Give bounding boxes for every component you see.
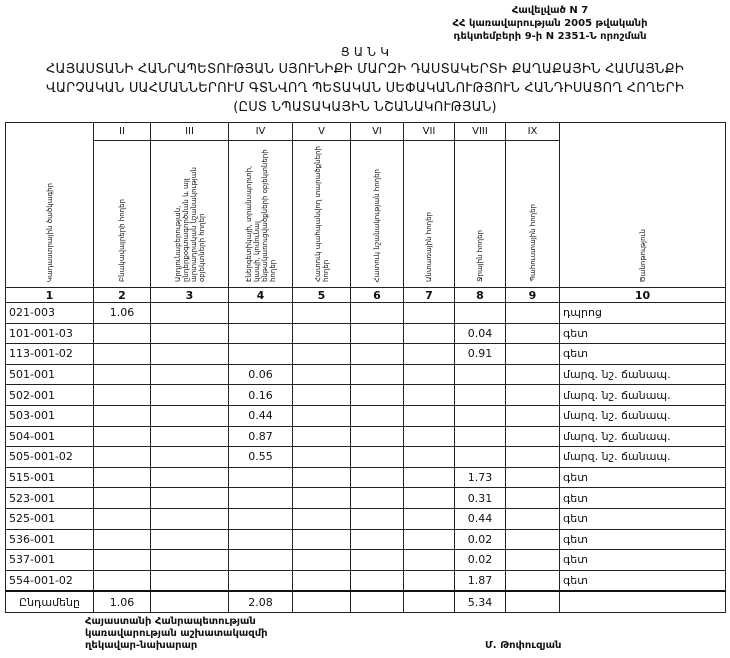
- roman-numeral: IX: [506, 123, 560, 141]
- column-index: 6: [351, 288, 404, 303]
- column-header: [293, 141, 351, 288]
- area-cell: [293, 344, 351, 365]
- area-cell: [506, 550, 560, 571]
- roman-numeral: VII: [404, 123, 455, 141]
- note-cell: գետ: [560, 508, 726, 529]
- area-cell: [293, 405, 351, 426]
- document-title-line: ՎԱՐՉԱԿԱՆ ՍԱՀՄԱՆՆԵՐՈՒՄ ԳՏՆՎՈՂ ՊԵՏԱԿԱՆ ՍԵՓԱԿԱՆՈՒԹՅՈՒՆ ՀԱՆԴԻՍԱՑՈՂ ՀՈՂԵՐԻ: [45, 81, 685, 96]
- signatory-name: Մ. Թոփուզյան: [485, 640, 562, 651]
- column-header-text: Պահուստային հողեր: [528, 204, 537, 282]
- area-cell: [151, 385, 229, 406]
- note-cell: մարզ. նշ. ճանապ.: [560, 385, 726, 406]
- area-cell: [351, 529, 404, 550]
- table-row: [6, 323, 726, 344]
- note-cell: մարզ. նշ. ճանապ.: [560, 426, 726, 447]
- area-cell: 0.04: [455, 323, 506, 344]
- area-cell: [293, 364, 351, 385]
- area-cell: [293, 570, 351, 591]
- area-cell: [229, 550, 293, 571]
- area-cell: 0.06: [229, 364, 293, 385]
- total-cell: 5.34: [455, 591, 506, 612]
- area-cell: [506, 303, 560, 324]
- column-header-text: Կադաստրային ծածկագիր: [45, 182, 54, 282]
- area-cell: [151, 467, 229, 488]
- area-cell: [94, 364, 151, 385]
- area-cell: [506, 529, 560, 550]
- roman-numeral: V: [293, 123, 351, 141]
- area-cell: [293, 303, 351, 324]
- column-index: 2: [94, 288, 151, 303]
- area-cell: [229, 508, 293, 529]
- area-cell: [229, 323, 293, 344]
- area-cell: 0.44: [455, 508, 506, 529]
- area-cell: [404, 508, 455, 529]
- area-cell: [404, 570, 455, 591]
- area-cell: [94, 529, 151, 550]
- column-header-text: Անտառային հողեր: [425, 212, 433, 282]
- area-cell: 0.55: [229, 447, 293, 468]
- area-cell: [455, 405, 506, 426]
- column-header-text: Ծանոթություն: [638, 228, 647, 282]
- note-cell: դպրոց: [560, 303, 726, 324]
- column-header: [229, 141, 293, 288]
- area-cell: [455, 303, 506, 324]
- area-cell: 0.02: [455, 529, 506, 550]
- area-cell: [351, 385, 404, 406]
- cadastral-code-cell: 504-001: [6, 426, 94, 447]
- column-header-text: Հատուկ պահպանվող տարածքների հողեր: [313, 146, 330, 282]
- area-cell: [229, 344, 293, 365]
- column-header-text: Բնակավայրերի հողեր: [118, 199, 126, 282]
- table-row: [6, 488, 726, 509]
- total-cell: [293, 591, 351, 612]
- area-cell: [229, 467, 293, 488]
- column-index-row: [6, 288, 726, 303]
- note-cell: մարզ. նշ. ճանապ.: [560, 364, 726, 385]
- roman-numeral: IV: [229, 123, 293, 141]
- roman-numeral: VIII: [455, 123, 506, 141]
- area-cell: [293, 488, 351, 509]
- annex-line: ՀՀ կառավարության 2005 թվականի: [452, 18, 648, 29]
- note-cell: գետ: [560, 488, 726, 509]
- table-row: [6, 364, 726, 385]
- note-cell: գետ: [560, 570, 726, 591]
- area-cell: [404, 550, 455, 571]
- document-title-line: (ԸՍՏ ՆՊԱՏԱԿԱՅԻՆ ՆՇԱՆԱԿՈՒԹՅԱՆ): [233, 100, 497, 115]
- area-cell: [151, 529, 229, 550]
- signature-title: ղեկավար-նախարար: [85, 640, 198, 651]
- area-cell: [506, 385, 560, 406]
- total-cell: [404, 591, 455, 612]
- column-index: 4: [229, 288, 293, 303]
- column-header: [6, 123, 94, 288]
- area-cell: 0.44: [229, 405, 293, 426]
- area-cell: 0.91: [455, 344, 506, 365]
- area-cell: [351, 447, 404, 468]
- area-cell: [506, 467, 560, 488]
- area-cell: [506, 570, 560, 591]
- table-row: [6, 426, 726, 447]
- area-cell: [94, 344, 151, 365]
- cadastral-code-cell: 501-001: [6, 364, 94, 385]
- area-cell: [94, 467, 151, 488]
- cadastral-code-cell: 537-001: [6, 550, 94, 571]
- area-cell: [506, 508, 560, 529]
- area-cell: [151, 550, 229, 571]
- area-cell: [94, 488, 151, 509]
- area-cell: [229, 303, 293, 324]
- area-cell: [151, 508, 229, 529]
- cadastral-code-cell: 113-001-02: [6, 344, 94, 365]
- note-cell: գետ: [560, 323, 726, 344]
- roman-numeral: II: [94, 123, 151, 141]
- area-cell: [506, 364, 560, 385]
- area-cell: [293, 385, 351, 406]
- area-cell: [506, 426, 560, 447]
- total-cell: [351, 591, 404, 612]
- cadastral-code-cell: 021-003: [6, 303, 94, 324]
- area-cell: [151, 570, 229, 591]
- table-row: [6, 447, 726, 468]
- area-cell: [404, 323, 455, 344]
- area-cell: [94, 426, 151, 447]
- column-header-text: Էներգետիկայի, տրանսպորտի, կապի, կոմունալ ենթակառուցվածքների օբյեկտների հողեր: [244, 149, 277, 282]
- cadastral-code-cell: 525-001: [6, 508, 94, 529]
- column-header: [351, 141, 404, 288]
- area-cell: [151, 447, 229, 468]
- area-cell: [151, 405, 229, 426]
- area-cell: [351, 467, 404, 488]
- area-cell: [506, 344, 560, 365]
- area-cell: [351, 570, 404, 591]
- column-header: [455, 141, 506, 288]
- area-cell: 0.02: [455, 550, 506, 571]
- table-row: [6, 405, 726, 426]
- table-row: [6, 385, 726, 406]
- column-index: 8: [455, 288, 506, 303]
- total-cell: [506, 591, 560, 612]
- area-cell: [94, 323, 151, 344]
- area-cell: [351, 426, 404, 447]
- total-label: Ընդամենը: [6, 591, 94, 612]
- table-row: [6, 303, 726, 324]
- note-cell: գետ: [560, 344, 726, 365]
- area-cell: [293, 529, 351, 550]
- area-cell: [404, 488, 455, 509]
- area-cell: [94, 508, 151, 529]
- area-cell: [293, 447, 351, 468]
- area-cell: [293, 426, 351, 447]
- area-cell: [404, 385, 455, 406]
- column-header-text: Հատուկ նշանակության հողեր: [373, 168, 381, 282]
- area-cell: [351, 405, 404, 426]
- note-cell: գետ: [560, 529, 726, 550]
- area-cell: 0.16: [229, 385, 293, 406]
- table-row: [6, 467, 726, 488]
- note-cell: մարզ. նշ. ճանապ.: [560, 405, 726, 426]
- total-cell: 2.08: [229, 591, 293, 612]
- area-cell: [404, 426, 455, 447]
- area-cell: [455, 447, 506, 468]
- area-cell: [351, 508, 404, 529]
- area-cell: [455, 426, 506, 447]
- area-cell: 0.87: [229, 426, 293, 447]
- total-cell: [560, 591, 726, 612]
- annex-line: Հավելված N 7: [511, 5, 589, 16]
- cadastral-code-cell: 523-001: [6, 488, 94, 509]
- area-cell: [404, 529, 455, 550]
- area-cell: [151, 323, 229, 344]
- area-cell: [229, 529, 293, 550]
- total-cell: [151, 591, 229, 612]
- note-cell: գետ: [560, 550, 726, 571]
- area-cell: [151, 344, 229, 365]
- signature-block: [85, 616, 268, 652]
- cadastral-code-cell: 503-001: [6, 405, 94, 426]
- area-cell: [455, 364, 506, 385]
- column-index: 3: [151, 288, 229, 303]
- annex-line: դեկտեմբերի 9-ի N 2351-Ն որոշման: [453, 31, 647, 42]
- area-cell: [351, 550, 404, 571]
- note-cell: մարզ. նշ. ճանապ.: [560, 447, 726, 468]
- area-cell: 1.87: [455, 570, 506, 591]
- signature-title: Հայաստանի Հանրապետության: [85, 616, 256, 627]
- cadastral-code-cell: 554-001-02: [6, 570, 94, 591]
- area-cell: [94, 447, 151, 468]
- document-heading: Ց Ա Ն Կ: [340, 45, 390, 59]
- area-cell: [506, 447, 560, 468]
- cadastral-code-cell: 536-001: [6, 529, 94, 550]
- area-cell: [351, 323, 404, 344]
- area-cell: 0.31: [455, 488, 506, 509]
- area-cell: [404, 467, 455, 488]
- area-cell: [404, 344, 455, 365]
- column-index: 5: [293, 288, 351, 303]
- column-header: [404, 141, 455, 288]
- column-header: [506, 141, 560, 288]
- area-cell: [229, 488, 293, 509]
- area-cell: [293, 550, 351, 571]
- cadastral-code-cell: 101-001-03: [6, 323, 94, 344]
- column-index: 1: [6, 288, 94, 303]
- table-row: [6, 529, 726, 550]
- table-row: [6, 344, 726, 365]
- area-cell: [293, 467, 351, 488]
- total-cell: 1.06: [94, 591, 151, 612]
- cadastral-code-cell: 505-001-02: [6, 447, 94, 468]
- area-cell: [94, 570, 151, 591]
- area-cell: [151, 426, 229, 447]
- area-cell: [229, 570, 293, 591]
- note-cell: գետ: [560, 467, 726, 488]
- area-cell: [404, 447, 455, 468]
- column-index: 9: [506, 288, 560, 303]
- area-cell: [404, 364, 455, 385]
- area-cell: [351, 488, 404, 509]
- column-header-text: Արդյունաբերության, ընդերքօգտագործման և այլ արտադրական նշանակության օբյեկտների հողեր: [173, 167, 206, 282]
- area-cell: [455, 385, 506, 406]
- area-cell: [94, 385, 151, 406]
- area-cell: 1.06: [94, 303, 151, 324]
- column-header: [560, 123, 726, 288]
- signature-title: կառավարության աշխատակազմի: [85, 628, 268, 639]
- total-row: [6, 591, 726, 612]
- area-cell: [293, 508, 351, 529]
- area-cell: [351, 303, 404, 324]
- table-row: [6, 550, 726, 571]
- table-row: [6, 508, 726, 529]
- roman-numeral: III: [151, 123, 229, 141]
- column-header: [151, 141, 229, 288]
- land-table: [5, 122, 726, 613]
- area-cell: [151, 364, 229, 385]
- cadastral-code-cell: 515-001: [6, 467, 94, 488]
- area-cell: [506, 323, 560, 344]
- area-cell: [506, 405, 560, 426]
- area-cell: [94, 405, 151, 426]
- area-cell: 1.73: [455, 467, 506, 488]
- area-cell: [404, 303, 455, 324]
- area-cell: [293, 323, 351, 344]
- table-row: [6, 570, 726, 591]
- area-cell: [351, 364, 404, 385]
- column-index: 10: [560, 288, 726, 303]
- roman-numeral: VI: [351, 123, 404, 141]
- area-cell: [506, 488, 560, 509]
- area-cell: [151, 303, 229, 324]
- area-cell: [94, 550, 151, 571]
- annex-note: [400, 4, 700, 43]
- area-cell: [404, 405, 455, 426]
- column-index: 7: [404, 288, 455, 303]
- roman-header-row: [6, 123, 726, 141]
- area-cell: [151, 488, 229, 509]
- document-title-line: ՀԱՅԱՍՏԱՆԻ ՀԱՆՐԱՊԵՏՈՒԹՅԱՆ ՍՅՈՒՆԻՔԻ ՄԱՐԶԻ ԴԱՍՏԱԿԵՐՏԻ ՔԱՂԱՔԱՅԻՆ ՀԱՄԱՅՆՔԻ: [46, 62, 684, 77]
- cadastral-code-cell: 502-001: [6, 385, 94, 406]
- column-header-text: Ջրային հողեր: [476, 230, 484, 282]
- column-header: [94, 141, 151, 288]
- area-cell: [351, 344, 404, 365]
